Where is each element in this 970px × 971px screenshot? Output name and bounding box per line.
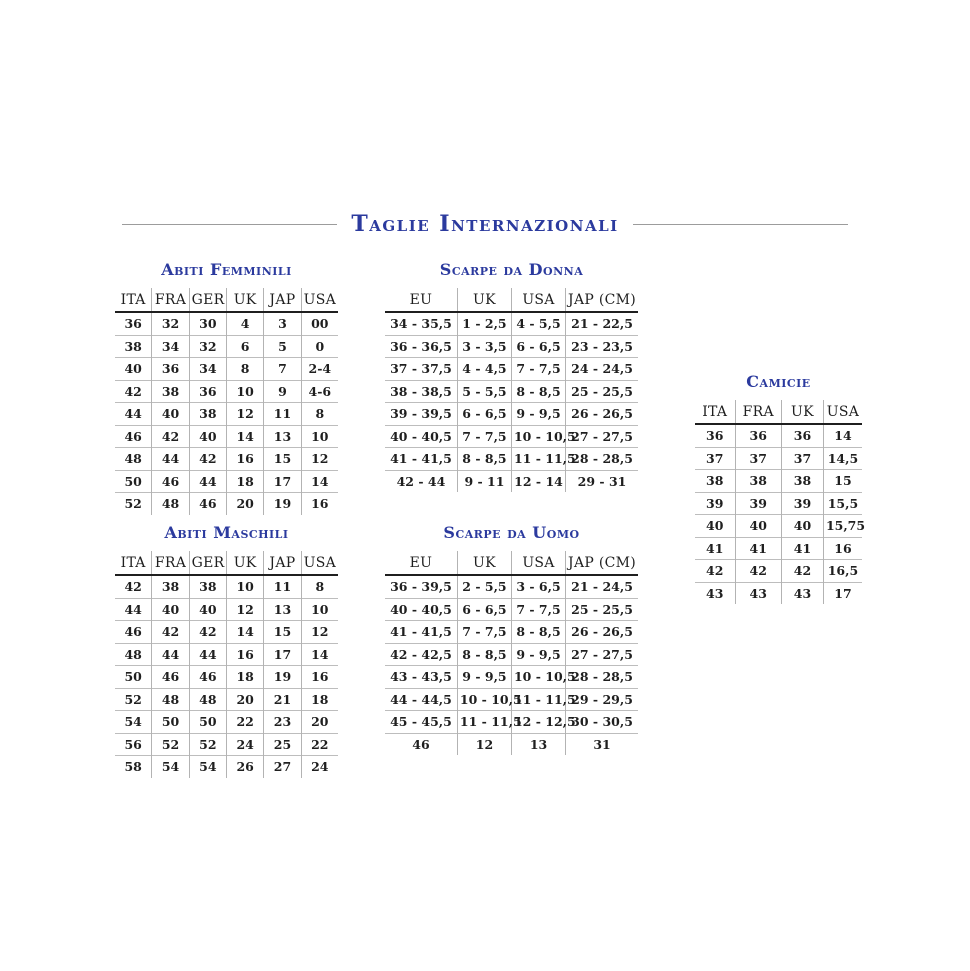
table-row: [385, 358, 638, 381]
size-cell: 34 - 35,5: [385, 312, 457, 335]
size-cell: 39: [781, 492, 823, 515]
table-row: [385, 448, 638, 471]
table-row: [695, 470, 862, 493]
table-row: [695, 582, 862, 604]
size-cell: 4-6: [301, 380, 338, 403]
table-row: [695, 537, 862, 560]
size-cell: 40 - 40,5: [385, 598, 457, 621]
table-row: [385, 598, 638, 621]
table-row: [115, 470, 338, 493]
table-row: [385, 335, 638, 358]
size-cell: 38: [781, 470, 823, 493]
column-header: GER: [189, 288, 226, 312]
size-cell: 10: [301, 598, 338, 621]
size-cell: 42 - 44: [385, 470, 457, 492]
table-row: [385, 643, 638, 666]
size-cell: 4 - 5,5: [511, 312, 565, 335]
size-cell: 9 - 9,5: [511, 643, 565, 666]
size-cell: 14: [301, 643, 338, 666]
column-header: JAP (CM): [566, 551, 638, 575]
size-cell: 52: [115, 493, 152, 515]
column-header: FRA: [735, 400, 781, 424]
header-row: [695, 400, 862, 424]
size-cell: 7 - 7,5: [457, 621, 511, 644]
column-header: JAP (CM): [566, 288, 638, 312]
size-cell: 43 - 43,5: [385, 666, 457, 689]
size-cell: 14: [226, 621, 263, 644]
header-row: [385, 288, 638, 312]
size-cell: 6 - 6,5: [457, 598, 511, 621]
size-cell: 45 - 45,5: [385, 711, 457, 734]
size-cell: 44: [115, 403, 152, 426]
column-header: UK: [457, 288, 511, 312]
size-cell: 21: [264, 688, 301, 711]
size-cell: 40: [695, 515, 735, 538]
size-cell: 40: [115, 358, 152, 381]
size-cell: 41 - 41,5: [385, 621, 457, 644]
size-cell: 16: [823, 537, 862, 560]
size-cell: 38: [735, 470, 781, 493]
size-cell: 46: [115, 425, 152, 448]
size-cell: 20: [226, 493, 263, 515]
size-cell: 18: [226, 666, 263, 689]
size-cell: 22: [226, 711, 263, 734]
column-header: UK: [226, 551, 263, 575]
size-cell: 8 - 8,5: [511, 380, 565, 403]
size-cell: 9 - 9,5: [511, 403, 565, 426]
column-header: USA: [511, 288, 565, 312]
column-header: UK: [781, 400, 823, 424]
size-cell: 16: [301, 666, 338, 689]
table-camicie: [695, 400, 866, 604]
size-cell: 41 - 41,5: [385, 448, 457, 471]
size-cell: 41: [781, 537, 823, 560]
size-cell: 25: [264, 733, 301, 756]
size-cell: 48: [152, 493, 189, 515]
size-cell: 39: [735, 492, 781, 515]
table-row: [115, 335, 338, 358]
size-cell: 17: [823, 582, 862, 604]
size-cell: 10 - 10,5: [457, 688, 511, 711]
size-cell: 42: [189, 621, 226, 644]
page-title: Taglie Internazionali: [351, 211, 619, 237]
size-cell: 40: [152, 598, 189, 621]
section-title-scarpe-da-donna: Scarpe da Donna: [439, 260, 584, 279]
size-cell: 42: [115, 380, 152, 403]
table-row: [385, 666, 638, 689]
size-cell: 27: [264, 756, 301, 778]
size-cell: 42: [152, 621, 189, 644]
size-cell: 44 - 44,5: [385, 688, 457, 711]
size-cell: 48: [189, 688, 226, 711]
size-cell: 50: [189, 711, 226, 734]
size-cell: 7 - 7,5: [511, 598, 565, 621]
column-header: GER: [189, 551, 226, 575]
size-cell: 2 - 5,5: [457, 575, 511, 598]
size-cell: 32: [189, 335, 226, 358]
table-row: [695, 447, 862, 470]
size-cell: 3 - 6,5: [511, 575, 565, 598]
size-cell: 50: [152, 711, 189, 734]
size-cell: 8 - 8,5: [511, 621, 565, 644]
size-cell: 19: [264, 666, 301, 689]
size-cell: 24 - 24,5: [566, 358, 638, 381]
size-cell: 12: [301, 448, 338, 471]
size-cell: 7 - 7,5: [457, 425, 511, 448]
section-title-abiti-femminili: Abiti Femminili: [161, 260, 292, 279]
size-cell: 6 - 6,5: [457, 403, 511, 426]
size-cell: 13: [264, 425, 301, 448]
size-cell: 26 - 26,5: [566, 403, 638, 426]
size-cell: 42 - 42,5: [385, 643, 457, 666]
size-cell: 15: [823, 470, 862, 493]
table-row: [115, 403, 338, 426]
size-cell: 14: [301, 470, 338, 493]
column-header: EU: [385, 288, 457, 312]
size-cell: 29 - 29,5: [566, 688, 638, 711]
table-row: [385, 425, 638, 448]
table-row: [115, 598, 338, 621]
table-row: [385, 312, 638, 335]
table-row: [385, 575, 638, 598]
table-row: [695, 515, 862, 538]
size-cell: 9 - 9,5: [457, 666, 511, 689]
size-cell: 22: [301, 733, 338, 756]
size-cell: 8 - 8,5: [457, 448, 511, 471]
size-cell: 1 - 2,5: [457, 312, 511, 335]
size-cell: 44: [152, 643, 189, 666]
size-cell: 34: [152, 335, 189, 358]
size-cell: 54: [152, 756, 189, 778]
table-row: [115, 448, 338, 471]
size-cell: 40: [152, 403, 189, 426]
size-cell: 24: [226, 733, 263, 756]
size-cell: 56: [115, 733, 152, 756]
size-cell: 16: [226, 448, 263, 471]
size-cell: 8: [301, 403, 338, 426]
size-cell: 12: [226, 598, 263, 621]
size-cell: 36: [735, 424, 781, 447]
section-abiti-maschili: [115, 524, 338, 778]
size-cell: 8: [301, 575, 338, 598]
size-cell: 3 - 3,5: [457, 335, 511, 358]
size-cell: 38: [152, 575, 189, 598]
size-cell: 10 - 10,5: [511, 425, 565, 448]
size-cell: 54: [115, 711, 152, 734]
table-row: [385, 688, 638, 711]
size-cell: 16: [301, 493, 338, 515]
size-cell: 40: [735, 515, 781, 538]
size-cell: 29 - 31: [566, 470, 638, 492]
table-row: [695, 492, 862, 515]
size-cell: 42: [781, 560, 823, 583]
table-row: [115, 666, 338, 689]
table-scarpe-da-donna: [385, 288, 638, 492]
size-cell: 38: [152, 380, 189, 403]
section-title-abiti-maschili: Abiti Maschili: [164, 523, 289, 542]
size-cell: 12: [226, 403, 263, 426]
table-row: [385, 711, 638, 734]
size-cell: 11 - 11,5: [511, 448, 565, 471]
section-title-camicie: Camicie: [746, 372, 811, 391]
size-cell: 10: [226, 575, 263, 598]
size-cell: 13: [264, 598, 301, 621]
size-cell: 11 - 11,5: [457, 711, 511, 734]
size-cell: 39 - 39,5: [385, 403, 457, 426]
size-cell: 37: [735, 447, 781, 470]
table-row: [115, 711, 338, 734]
size-cell: 42: [735, 560, 781, 583]
size-cell: 12 - 14: [511, 470, 565, 492]
table-row: [115, 380, 338, 403]
table-row: [385, 380, 638, 403]
size-cell: 11: [264, 403, 301, 426]
size-cell: 48: [152, 688, 189, 711]
size-cell: 38: [115, 335, 152, 358]
column-header: EU: [385, 551, 457, 575]
size-cell: 32: [152, 312, 189, 335]
size-cell: 00: [301, 312, 338, 335]
table-row: [695, 560, 862, 583]
size-cell: 13: [511, 733, 565, 755]
size-cell: 52: [189, 733, 226, 756]
column-header: FRA: [152, 288, 189, 312]
table-row: [385, 470, 638, 492]
section-scarpe-da-uomo: [385, 524, 638, 755]
size-cell: 58: [115, 756, 152, 778]
table-row: [385, 621, 638, 644]
size-cell: 12: [301, 621, 338, 644]
size-cell: 41: [695, 537, 735, 560]
table-row: [115, 493, 338, 515]
size-cell: 36 - 36,5: [385, 335, 457, 358]
size-cell: 44: [115, 598, 152, 621]
size-cell: 46: [189, 666, 226, 689]
size-cell: 46: [115, 621, 152, 644]
header-row: [115, 288, 338, 312]
size-cell: 38: [189, 575, 226, 598]
size-cell: 28 - 28,5: [566, 448, 638, 471]
column-header: ITA: [695, 400, 735, 424]
size-cell: 15: [264, 448, 301, 471]
size-cell: 24: [301, 756, 338, 778]
size-cell: 19: [264, 493, 301, 515]
size-cell: 8: [226, 358, 263, 381]
size-cell: 37: [695, 447, 735, 470]
size-cell: 36: [152, 358, 189, 381]
size-cell: 40: [189, 598, 226, 621]
size-cell: 36: [781, 424, 823, 447]
size-cell: 46: [189, 493, 226, 515]
size-cell: 26: [226, 756, 263, 778]
size-cell: 14: [226, 425, 263, 448]
size-cell: 30 - 30,5: [566, 711, 638, 734]
table-row: [115, 312, 338, 335]
size-cell: 17: [264, 470, 301, 493]
size-cell: 44: [189, 470, 226, 493]
size-cell: 11: [264, 575, 301, 598]
size-cell: 4 - 4,5: [457, 358, 511, 381]
size-cell: 12 - 12,5: [511, 711, 565, 734]
size-cell: 21 - 24,5: [566, 575, 638, 598]
size-cell: 44: [152, 448, 189, 471]
size-cell: 42: [115, 575, 152, 598]
table-row: [115, 688, 338, 711]
size-cell: 31: [566, 733, 638, 755]
size-cell: 36: [115, 312, 152, 335]
table-row: [115, 643, 338, 666]
size-cell: 40 - 40,5: [385, 425, 457, 448]
size-cell: 46: [385, 733, 457, 755]
size-cell: 40: [189, 425, 226, 448]
size-cell: 34: [189, 358, 226, 381]
size-cell: 39: [695, 492, 735, 515]
size-cell: 16: [226, 643, 263, 666]
size-cell: 42: [152, 425, 189, 448]
table-abiti-maschili: [115, 551, 338, 778]
size-cell: 17: [264, 643, 301, 666]
title-rule-right: [633, 224, 848, 225]
table-row: [115, 358, 338, 381]
size-cell: 5: [264, 335, 301, 358]
size-cell: 15: [264, 621, 301, 644]
size-cell: 46: [152, 470, 189, 493]
size-cell: 38: [189, 403, 226, 426]
header-row: [385, 551, 638, 575]
column-header: FRA: [152, 551, 189, 575]
header-row: [115, 551, 338, 575]
title-rule-left: [122, 224, 337, 225]
size-cell: 25 - 25,5: [566, 598, 638, 621]
size-cell: 18: [301, 688, 338, 711]
table-row: [115, 733, 338, 756]
size-cell: 38: [695, 470, 735, 493]
table-row: [115, 575, 338, 598]
size-cell: 48: [115, 643, 152, 666]
size-cell: 28 - 28,5: [566, 666, 638, 689]
size-cell: 23: [264, 711, 301, 734]
size-cell: 44: [189, 643, 226, 666]
size-cell: 46: [152, 666, 189, 689]
size-cell: 42: [189, 448, 226, 471]
size-cell: 0: [301, 335, 338, 358]
size-cell: 26 - 26,5: [566, 621, 638, 644]
size-cell: 5 - 5,5: [457, 380, 511, 403]
table-row: [115, 621, 338, 644]
column-header: UK: [457, 551, 511, 575]
column-header: USA: [301, 551, 338, 575]
size-cell: 15,75: [823, 515, 862, 538]
size-cell: 54: [189, 756, 226, 778]
size-cell: 43: [735, 582, 781, 604]
size-cell: 37: [781, 447, 823, 470]
size-cell: 16,5: [823, 560, 862, 583]
size-cell: 9: [264, 380, 301, 403]
column-header: ITA: [115, 288, 152, 312]
size-cell: 50: [115, 470, 152, 493]
size-cell: 21 - 22,5: [566, 312, 638, 335]
size-cell: 7 - 7,5: [511, 358, 565, 381]
size-cell: 52: [115, 688, 152, 711]
table-row: [385, 403, 638, 426]
column-header: UK: [226, 288, 263, 312]
size-cell: 11 - 11,5: [511, 688, 565, 711]
size-cell: 52: [152, 733, 189, 756]
size-cell: 36: [695, 424, 735, 447]
size-cell: 37 - 37,5: [385, 358, 457, 381]
size-cell: 36 - 39,5: [385, 575, 457, 598]
size-cell: 23 - 23,5: [566, 335, 638, 358]
table-row: [115, 425, 338, 448]
size-cell: 14,5: [823, 447, 862, 470]
section-scarpe-da-donna: [385, 261, 638, 492]
section-abiti-femminili: [115, 261, 338, 515]
size-cell: 18: [226, 470, 263, 493]
column-header: ITA: [115, 551, 152, 575]
section-camicie: [695, 372, 866, 604]
size-cell: 3: [264, 312, 301, 335]
table-row: [115, 756, 338, 778]
page-header: [122, 206, 848, 242]
size-cell: 7: [264, 358, 301, 381]
size-cell: 38 - 38,5: [385, 380, 457, 403]
size-cell: 10: [301, 425, 338, 448]
size-cell: 6 - 6,5: [511, 335, 565, 358]
size-cell: 40: [781, 515, 823, 538]
column-header: JAP: [264, 288, 301, 312]
size-cell: 27 - 27,5: [566, 643, 638, 666]
size-cell: 4: [226, 312, 263, 335]
size-cell: 9 - 11: [457, 470, 511, 492]
size-cell: 27 - 27,5: [566, 425, 638, 448]
size-cell: 12: [457, 733, 511, 755]
table-row: [385, 733, 638, 755]
size-cell: 8 - 8,5: [457, 643, 511, 666]
table-abiti-femminili: [115, 288, 338, 515]
table-scarpe-da-uomo: [385, 551, 638, 755]
size-cell: 20: [226, 688, 263, 711]
column-header: JAP: [264, 551, 301, 575]
size-cell: 43: [781, 582, 823, 604]
size-cell: 41: [735, 537, 781, 560]
size-cell: 2-4: [301, 358, 338, 381]
size-cell: 20: [301, 711, 338, 734]
size-cell: 25 - 25,5: [566, 380, 638, 403]
column-header: USA: [301, 288, 338, 312]
size-cell: 10 - 10,5: [511, 666, 565, 689]
size-cell: 30: [189, 312, 226, 335]
table-row: [695, 424, 862, 447]
column-header: USA: [511, 551, 565, 575]
size-cell: 15,5: [823, 492, 862, 515]
size-cell: 43: [695, 582, 735, 604]
column-header: USA: [823, 400, 862, 424]
size-cell: 6: [226, 335, 263, 358]
size-cell: 48: [115, 448, 152, 471]
section-title-scarpe-da-uomo: Scarpe da Uomo: [443, 523, 580, 542]
size-cell: 50: [115, 666, 152, 689]
size-cell: 42: [695, 560, 735, 583]
size-cell: 36: [189, 380, 226, 403]
size-cell: 14: [823, 424, 862, 447]
size-cell: 10: [226, 380, 263, 403]
